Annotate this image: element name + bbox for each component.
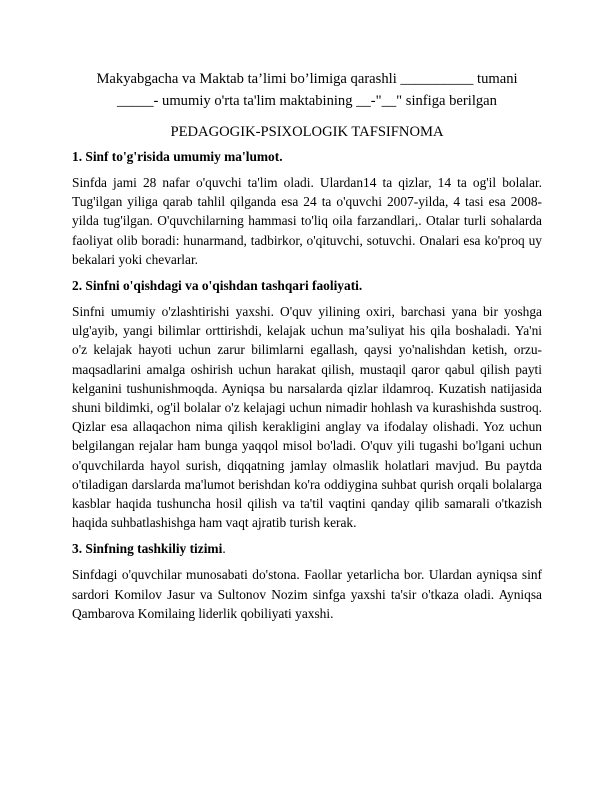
section-heading-text: 1. Sinf to'g'risida umumiy ma'lumot. [72,149,283,164]
section-activities [72,276,542,532]
section-heading [72,147,542,167]
section-body: Sinfdagi o'quvchilar munosabati do'stona. Faollar yetarlicha bor. Ulardan ayniqsa sinf sardori Komilov Jasur va Sultonov Nozim sinfga yaxshi ta'sir o'tkaza oladi. Ayniqsa Qambarova Komilaing liderlik qobiliyati yaxshi. [72,567,542,621]
document-header [72,68,542,112]
section-heading-text: 2. Sinfni o'qishdagi va o'qishdan tashqari faoliyati. [72,278,363,294]
section-organization [72,539,542,623]
header-line-2: _____- umumiy o'rta ta'lim maktabining __-"__" sinfiga berilgan [117,93,497,109]
document-title: PEDAGOGIK-PSIXOLOGIK TAFSIFNOMA [170,124,444,140]
section-body: Sinfni umumiy o'zlashtirishi yaxshi. O'quv yilining oxiri, barchasi yana bir yoshga ulg'ayib, yangi bilimlar orttirishdi, kelajak uchun ma’suliyat his qila boshaladi. Ya'ni o'z kelajak hayoti uchun zarur bilimlarni egallash, qaysi yo'nalishdan ketish, orzu-maqsadlarini amalga oshirish uchun harakat qilish, mustaqil qaror qabul qilish payti kelganini tushunishmoqda. Ayniqsa bu narsalarda qizlar ildamroq. Kuzatish natijasida shuni bildimki, og'il bolalar o'z kelajagi uchun nimadir hohlash va kurashishda sustroq. Qizlar esa allaqachon nima qilish kerakligini anglay va ifodalay olishadi. Yoz uchun belgilangan rejalar ham bunga yaqqol misol bo'ladi. O'quv yili tugashi bo'lgani uchun o'quvchilarda hayol surish, diqqatning jamlay olmaslik holatlari mavjud. Bu paytda o'tiladigan darslarda ma'lumot berishdan ko'ra oddiygina suhbat qurish orqali bolalarga kasblar haqida tushuncha hosil qilish va ta'til vaqtini qanday qilib samarali o'tkazish haqida suhbatlashishga ham vaqt ajratib turish kerak. [72,304,542,531]
document-page [72,68,542,630]
section-heading-text: 3. Sinfning tashkiliy tizimi [72,541,223,557]
section-heading-suffix: . [222,541,226,557]
header-line-1: Makyabgacha va Maktab ta’limi bo’limiga qarashli __________ tumani [96,71,518,87]
section-general-info [72,147,542,269]
section-heading [72,539,542,559]
section-body: Sinfda jami 28 nafar o'quvchi ta'lim oladi. Ulardan14 ta qizlar, 14 ta og'il bolalar. Tug'ilgan yiliga qarab tahlil qilganda esa 24 ta o'quvchi 2007-yilda, 4 tasi esa 2008-yilda tug'ilgan. O'quvchilarning hammasi to'liq oila farzandlari,. Otalar turli sohalarda faoliyat olib boradi: hunarmand, tadbirkor, o'qituvchi, sotuvchi. Onalari esa ko'proq uy bekalari yoki chevarlar. [72,175,542,267]
section-heading [72,276,542,296]
